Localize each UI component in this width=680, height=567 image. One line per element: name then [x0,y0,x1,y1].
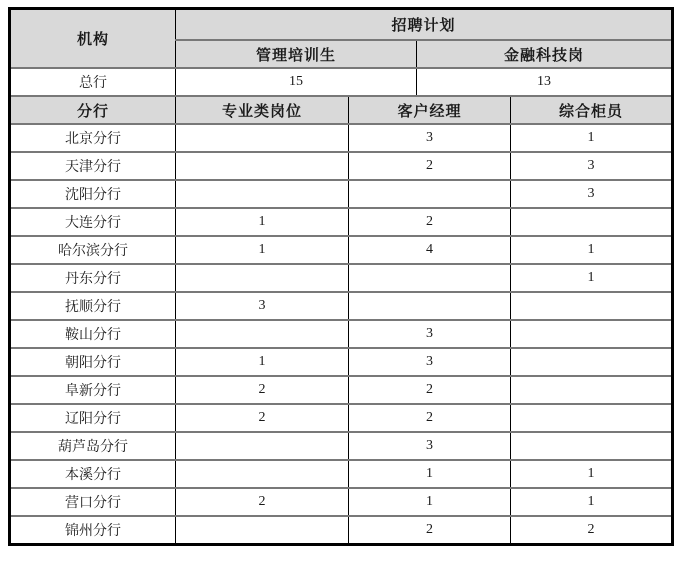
org-header-cell: 机构 [10,9,176,69]
head-office-mgmt-trainee-cell: 15 [176,68,417,96]
head-office-row [10,68,673,96]
branch-name-cell: 朝阳分行 [10,348,176,376]
table-row [10,124,673,152]
table-row [10,432,673,460]
plan-header-cell: 招聘计划 [176,9,673,41]
account-manager-cell: 3 [349,432,511,460]
professional-cell: 3 [176,292,349,320]
professional-cell [176,264,349,292]
account-manager-cell: 2 [349,516,511,545]
professional-cell [176,180,349,208]
professional-cell: 1 [176,208,349,236]
mgmt-trainee-header-cell: 管理培训生 [176,40,417,68]
fintech-header-cell: 金融科技岗 [417,40,673,68]
branch-header-row [10,96,673,124]
table-row [10,460,673,488]
teller-cell: 1 [511,488,673,516]
teller-header-cell: 综合柜员 [511,96,673,124]
branch-name-cell: 阜新分行 [10,376,176,404]
account-manager-cell [349,264,511,292]
teller-cell [511,208,673,236]
professional-cell: 2 [176,376,349,404]
account-manager-cell: 3 [349,348,511,376]
teller-cell: 1 [511,236,673,264]
branch-name-cell: 北京分行 [10,124,176,152]
table-row [10,348,673,376]
branch-name-cell: 营口分行 [10,488,176,516]
table-row [10,152,673,180]
professional-cell [176,432,349,460]
professional-cell [176,460,349,488]
branch-name-cell: 天津分行 [10,152,176,180]
account-manager-cell [349,180,511,208]
teller-cell: 1 [511,124,673,152]
branch-name-cell: 沈阳分行 [10,180,176,208]
table-row [10,516,673,545]
table-row [10,208,673,236]
professional-cell: 1 [176,348,349,376]
professional-cell: 2 [176,404,349,432]
account-manager-cell: 2 [349,376,511,404]
head-office-fintech-cell: 13 [417,68,673,96]
account-manager-cell: 2 [349,152,511,180]
account-manager-cell: 2 [349,208,511,236]
professional-cell [176,152,349,180]
professional-cell: 1 [176,236,349,264]
account-manager-cell: 1 [349,488,511,516]
table-row [10,320,673,348]
branch-name-cell: 丹东分行 [10,264,176,292]
head-office-label-cell: 总行 [10,68,176,96]
teller-cell: 1 [511,264,673,292]
branch-header-label-cell: 分行 [10,96,176,124]
professional-cell [176,320,349,348]
table-row [10,488,673,516]
account-manager-cell: 4 [349,236,511,264]
recruitment-plan-table [8,7,674,546]
account-manager-header-cell: 客户经理 [349,96,511,124]
branch-name-cell: 辽阳分行 [10,404,176,432]
branch-name-cell: 哈尔滨分行 [10,236,176,264]
teller-cell: 3 [511,180,673,208]
teller-cell [511,432,673,460]
account-manager-cell: 3 [349,124,511,152]
teller-cell [511,348,673,376]
branch-name-cell: 本溪分行 [10,460,176,488]
teller-cell [511,404,673,432]
table-row [10,180,673,208]
teller-cell [511,292,673,320]
table-row [10,376,673,404]
table-row [10,264,673,292]
branch-name-cell: 锦州分行 [10,516,176,545]
professional-cell [176,124,349,152]
branch-name-cell: 抚顺分行 [10,292,176,320]
header-row-1 [10,9,673,41]
professional-cell: 2 [176,488,349,516]
account-manager-cell: 1 [349,460,511,488]
teller-cell [511,320,673,348]
professional-cell [176,516,349,545]
branch-name-cell: 鞍山分行 [10,320,176,348]
teller-cell: 1 [511,460,673,488]
teller-cell: 2 [511,516,673,545]
account-manager-cell [349,292,511,320]
account-manager-cell: 3 [349,320,511,348]
branch-name-cell: 大连分行 [10,208,176,236]
table-row [10,404,673,432]
professional-header-cell: 专业类岗位 [176,96,349,124]
teller-cell: 3 [511,152,673,180]
branch-name-cell: 葫芦岛分行 [10,432,176,460]
table-row [10,292,673,320]
table-row [10,236,673,264]
teller-cell [511,376,673,404]
account-manager-cell: 2 [349,404,511,432]
